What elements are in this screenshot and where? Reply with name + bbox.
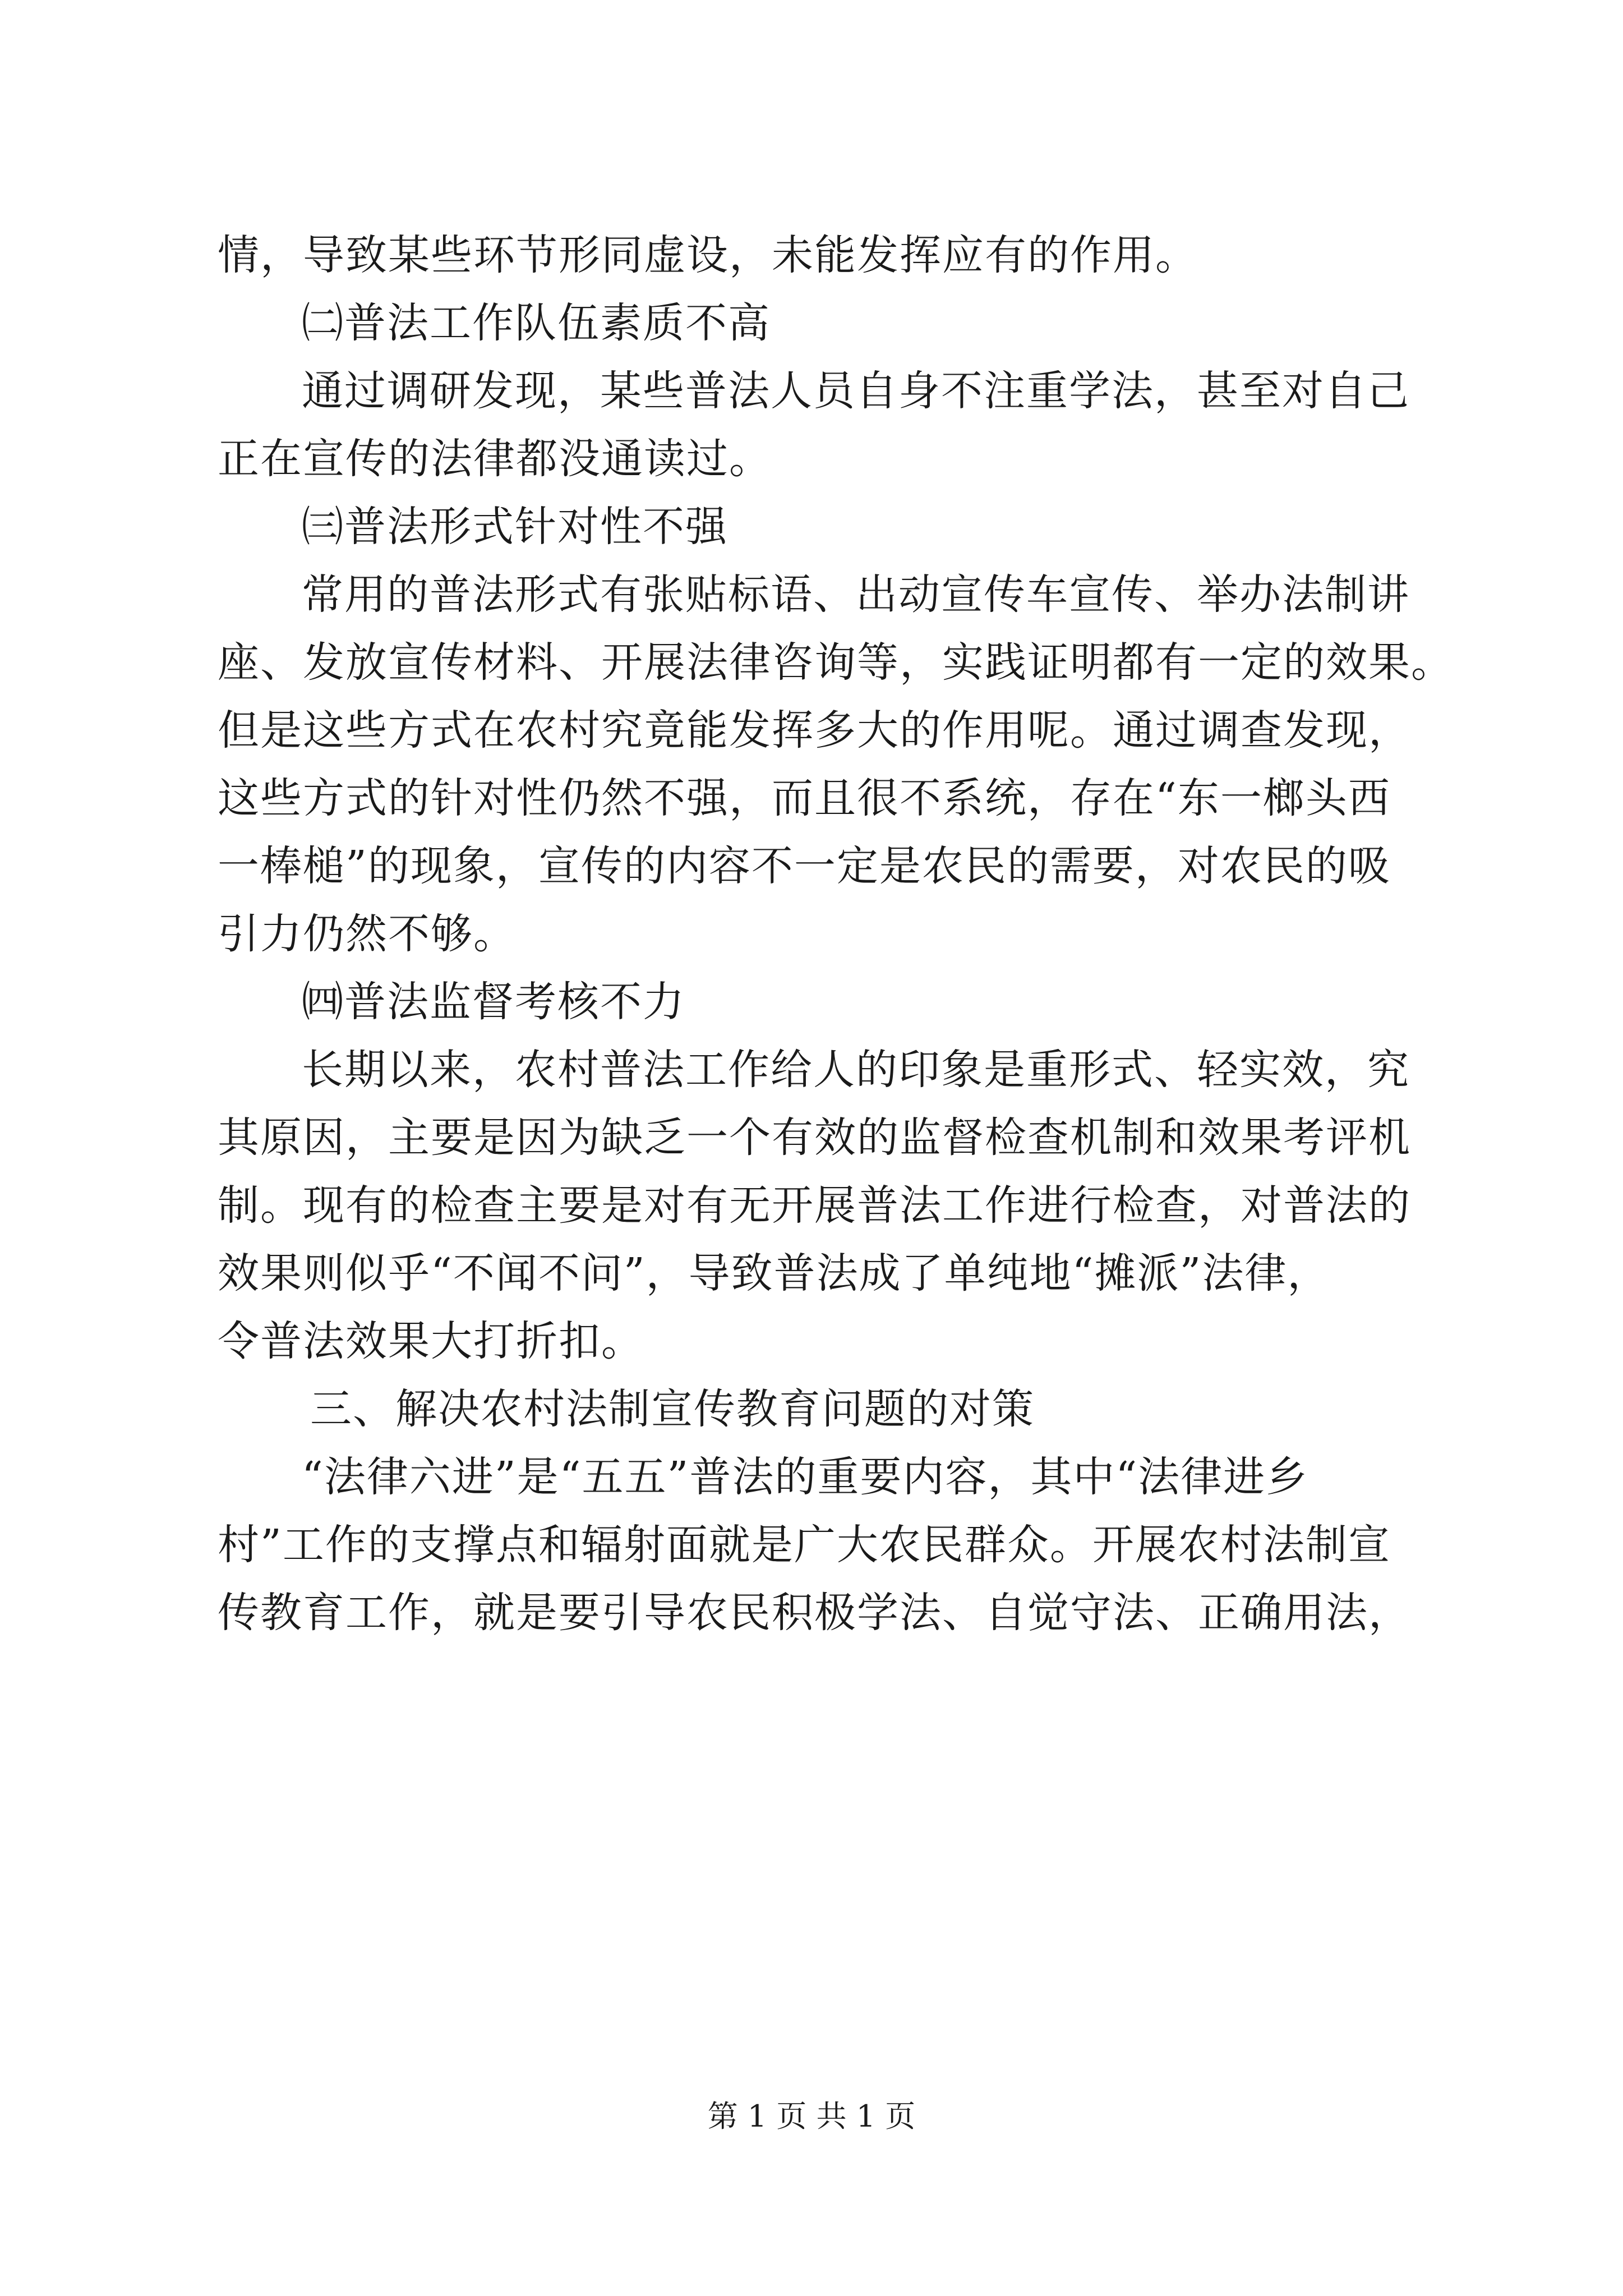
paragraph-line: 座、发放宣传材料、开展法律咨询等，实践证明都有一定的效果。 [218, 638, 1454, 687]
paragraph-line: 一棒槌”的现象，宣传的内容不一定是农民的需要，对农民的吸 [218, 842, 1391, 890]
subheading-4: ㈣普法监督考核不力 [302, 978, 685, 1026]
paragraph-line: 但是这些方式在农村究竟能发挥多大的作用呢。通过调查发现， [218, 706, 1411, 754]
paragraph-line: 这些方式的针对性仍然不强，而且很不系统，存在“东一榔头西 [218, 774, 1391, 822]
page-footer [0, 2097, 1623, 2136]
paragraph-line: 效果则似乎“不闻不问”，导致普法成了单纯地“摊派”法律， [218, 1249, 1330, 1297]
section-heading: 三、解决农村法制宣传教育问题的对策 [310, 1385, 1035, 1433]
paragraph-line: 通过调研发现，某些普法人员自身不注重学法，甚至对自己 [302, 367, 1410, 415]
paragraph-line: 其原因，主要是因为缺乏一个有效的监督检查机制和效果考评机 [218, 1114, 1411, 1162]
paragraph-line: 传教育工作，就是要引导农民积极学法、自觉守法、正确用法， [218, 1589, 1411, 1637]
paragraph-line: 引力仍然不够。 [218, 910, 516, 958]
paragraph-continuation-line: 情，导致某些环节形同虚设，未能发挥应有的作用。 [218, 231, 1198, 279]
paragraph-line: 正在宣传的法律都没通读过。 [218, 435, 772, 483]
page-number: 第 1 页 共 1 页 [707, 2099, 916, 2134]
subheading-3: ㈢普法形式针对性不强 [302, 503, 728, 551]
paragraph-line: “法律六进”是“五五”普法的重要内容，其中“法律进乡 [302, 1453, 1309, 1501]
subheading-2: ㈡普法工作队伍素质不高 [302, 299, 771, 347]
paragraph-line: 长期以来，农村普法工作给人的印象是重形式、轻实效，究 [302, 1046, 1410, 1094]
document-body [218, 222, 1454, 1647]
paragraph-line: 村”工作的支撑点和辐射面就是广大农民群众。开展农村法制宣 [218, 1521, 1391, 1569]
paragraph-line: 常用的普法形式有张贴标语、出动宣传车宣传、举办法制讲 [302, 570, 1410, 619]
paragraph-line: 制。现有的检查主要是对有无开展普法工作进行检查，对普法的 [218, 1181, 1411, 1230]
paragraph-line: 令普法效果大打折扣。 [218, 1317, 644, 1365]
